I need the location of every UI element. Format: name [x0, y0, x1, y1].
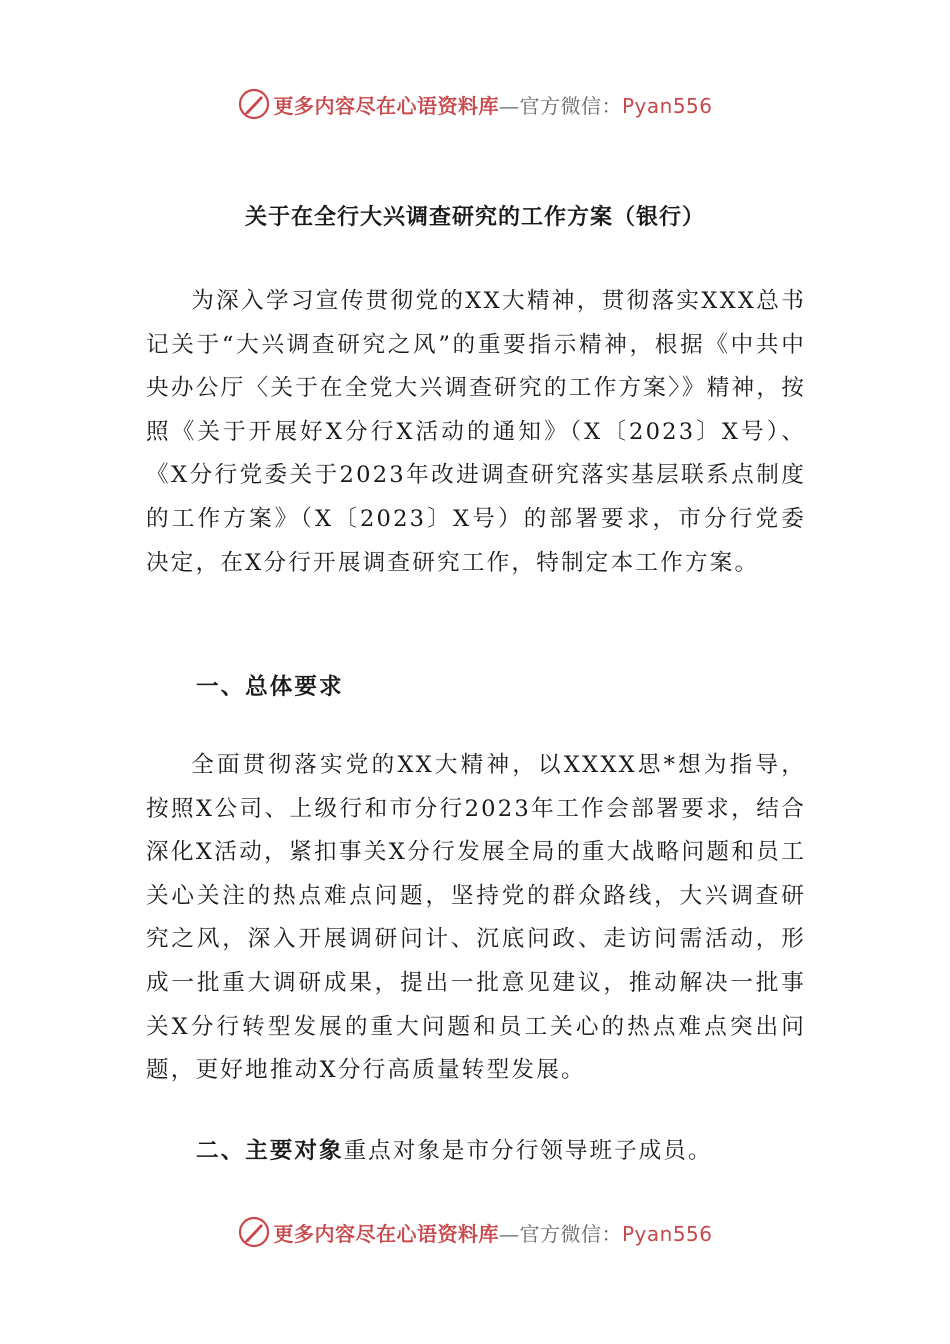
section1-heading-text: 一、总体要求 [196, 674, 344, 700]
section2-heading-text: 二、主要对象 [196, 1138, 344, 1164]
quill-logo-icon [237, 87, 271, 121]
watermark-label: 官方微信： [519, 93, 622, 118]
general-requirements-paragraph: 全面贯彻落实党的XX大精神，以XXXX思*想为指导，按照X公司、上级行和市分行2023年工作会部署要求，结合深化X活动，紧扣事关X分行发展全局的重大战略问题和员工关心关注的热点难点问题，坚持党的群众路线，大兴调查研究之风，深入开展调研问计、沉底问政、走访问需活动，形成一批重大调研成果，提出一批意见建议，推动解决一批事关X分行转型发展的重大问题和员工关心的热点难点突出问题，更好地推动X分行高质量转型发展。 [146, 752, 806, 1084]
quill-logo-icon [237, 1215, 271, 1249]
watermark-footer [0, 1212, 950, 1252]
watermark-header [0, 84, 950, 124]
section-main-targets [196, 1130, 816, 1174]
section-heading-general-requirements [196, 666, 816, 710]
watermark-dash: — [498, 1221, 520, 1246]
intro-paragraph: 为深入学习宣传贯彻党的XX大精神，贯彻落实XXX总书记关于“大兴调查研究之风”的重要指示精神，根据《中共中央办公厅〈关于在全党大兴调查研究的工作方案〉》精神，按照《关于开展好X分行X活动的通知》（X〔2023〕X号）、《X分行党委关于2023年改进调查研究落实基层联系点制度的工作方案》（X〔2023〕X号）的部署要求，市分行党委决定，在X分行开展调查研究工作，特制定本工作方案。 [146, 288, 806, 576]
watermark-text [273, 90, 712, 119]
watermark-brand: 更多内容尽在心语资料库 [273, 1221, 499, 1246]
watermark-text [273, 1218, 712, 1247]
watermark-label: 官方微信： [519, 1221, 622, 1246]
watermark-brand: 更多内容尽在心语资料库 [273, 93, 499, 118]
watermark-wechat-id: Pyan556 [621, 1221, 713, 1246]
watermark-dash: — [498, 93, 520, 118]
watermark-wechat-id: Pyan556 [621, 93, 713, 118]
document-title: 关于在全行大兴调查研究的工作方案（银行） [244, 205, 705, 230]
section2-body-text: 重点对象是市分行领导班子成员。 [343, 1138, 713, 1164]
